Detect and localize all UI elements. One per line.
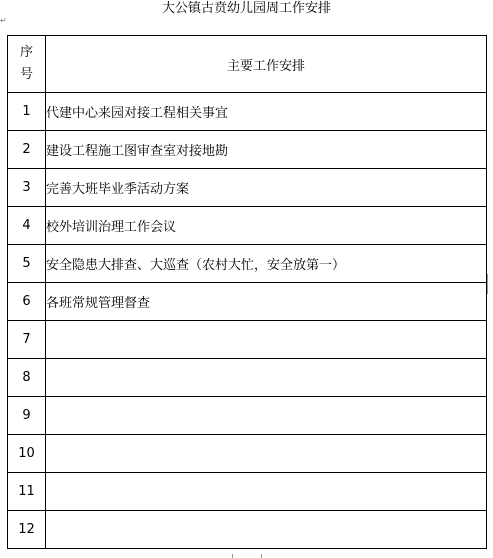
row-number: 4 bbox=[8, 207, 46, 245]
row-number: 2 bbox=[8, 131, 46, 169]
header-number-line2: 号 bbox=[19, 67, 33, 82]
table-row bbox=[8, 473, 487, 511]
table-row bbox=[8, 283, 487, 321]
row-task bbox=[46, 359, 487, 397]
table-row bbox=[8, 93, 487, 131]
row-task bbox=[46, 473, 487, 511]
table-row bbox=[8, 435, 487, 473]
schedule-table bbox=[7, 35, 487, 549]
document-title: 大公镇古贲幼儿园周工作安排 bbox=[161, 1, 331, 16]
row-number: 12 bbox=[8, 511, 46, 549]
row-number: 8 bbox=[8, 359, 46, 397]
table-row bbox=[8, 359, 487, 397]
table-row bbox=[8, 245, 487, 283]
row-number: 5 bbox=[8, 245, 46, 283]
table-row bbox=[8, 169, 487, 207]
row-number: 11 bbox=[8, 473, 46, 511]
table-row bbox=[8, 397, 487, 435]
page-edge-marker bbox=[232, 554, 262, 558]
row-number: 7 bbox=[8, 321, 46, 359]
row-number: 1 bbox=[8, 93, 46, 131]
row-task: 校外培训治理工作会议 bbox=[46, 207, 487, 245]
row-task bbox=[46, 397, 487, 435]
row-task bbox=[46, 321, 487, 359]
row-task: 完善大班毕业季活动方案 bbox=[46, 169, 487, 207]
row-task: 安全隐患大排查、大巡查（农村大忙，安全放第一） bbox=[46, 245, 487, 283]
row-task bbox=[46, 435, 487, 473]
table-resize-handle[interactable] bbox=[487, 274, 491, 294]
table-row bbox=[8, 207, 487, 245]
table-header-row bbox=[8, 36, 487, 93]
table-row bbox=[8, 321, 487, 359]
row-number: 3 bbox=[8, 169, 46, 207]
header-cell-number bbox=[8, 36, 46, 93]
row-number: 6 bbox=[8, 283, 46, 321]
row-number: 9 bbox=[8, 397, 46, 435]
header-cell-task: 主要工作安排 bbox=[46, 36, 487, 93]
row-task: 代建中心来园对接工程相关事宜 bbox=[46, 93, 487, 131]
row-task bbox=[46, 511, 487, 549]
table-row bbox=[8, 511, 487, 549]
row-number: 10 bbox=[8, 435, 46, 473]
row-task: 各班常规管理督查 bbox=[46, 283, 487, 321]
table-row bbox=[8, 131, 487, 169]
header-number-line1: 序 bbox=[19, 45, 33, 60]
row-task: 建设工程施工图审查室对接地勘 bbox=[46, 131, 487, 169]
paragraph-marker-icon: ↵ bbox=[0, 16, 7, 25]
